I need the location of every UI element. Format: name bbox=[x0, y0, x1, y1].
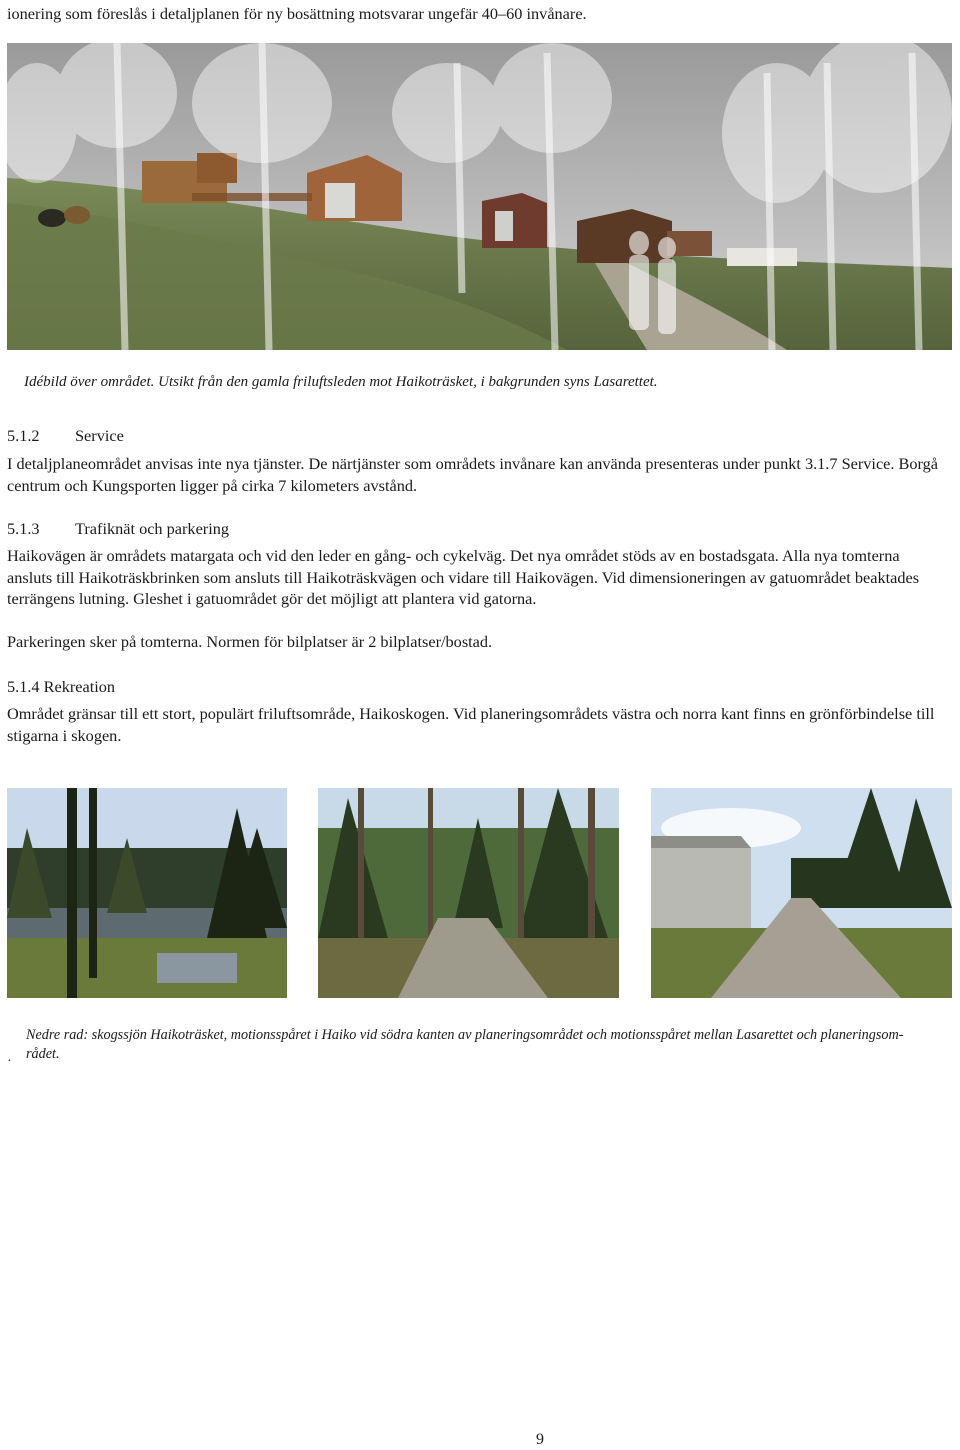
intro-line: ionering som föreslås i detaljplanen för ny bosättning motsvarar ungefär 40–60 invånare. bbox=[7, 4, 587, 23]
section-number: 5.1.3 bbox=[7, 519, 40, 538]
illustration-caption: Idébild över området. Utsikt från den gamla friluftsleden mot Haikoträsket, i bakgrunden syns Lasarettet. bbox=[24, 374, 658, 390]
section-heading-recreation: 5.1.4 Rekreation bbox=[7, 677, 116, 696]
concept-illustration bbox=[7, 43, 952, 350]
photo-trail-to-hospital bbox=[651, 788, 952, 998]
photo-forest-lake bbox=[7, 788, 287, 998]
caption-bullet: . bbox=[8, 1050, 12, 1065]
section-title: Trafiknät och parkering bbox=[75, 519, 230, 538]
section-heading-service bbox=[7, 425, 124, 447]
photo-row-caption: Nedre rad: skogssjön Haikoträsket, motionsspåret i Haiko vid södra kanten av planeringsområdet och motionsspåret mellan Lasarettet och planeringsom-rådet. bbox=[26, 1027, 904, 1062]
section-heading-traffic bbox=[7, 518, 229, 540]
section-number: 5.1.2 bbox=[7, 426, 40, 445]
traffic-paragraph: Haikovägen är områdets matargata och vid den leder en gång- och cykelväg. Det nya området stöds av en bostadsgata. Alla nya tomterna ansluts till Haikoträskbrinken som ansluts till Haikoträskvägen och vidare till Haikovägen. Vid dimensioneringen av gatuområdet beaktades terrängens lutning. Gleshet i gatuområdet gör det möjligt att plantera vid gatorna. bbox=[7, 546, 920, 608]
photo-exercise-trail-haiko bbox=[318, 788, 619, 998]
service-paragraph: I detaljplaneområdet anvisas inte nya tjänster. De närtjänster som områdets invånare kan använda presenteras under punkt 3.1.7 Service. Borgå centrum och Kungsporten ligger på cirka 7 kilometers avstånd. bbox=[7, 454, 939, 495]
page-number: 9 bbox=[536, 1431, 544, 1448]
section-title: Service bbox=[75, 426, 124, 445]
parking-paragraph: Parkeringen sker på tomterna. Normen för bilplatser är 2 bilplatser/bostad. bbox=[7, 632, 493, 651]
recreation-paragraph: Området gränsar till ett stort, populärt friluftsområde, Haikoskogen. Vid planeringsområdets västra och norra kant finns en grönförbindelse till stigarna i skogen. bbox=[7, 704, 935, 745]
